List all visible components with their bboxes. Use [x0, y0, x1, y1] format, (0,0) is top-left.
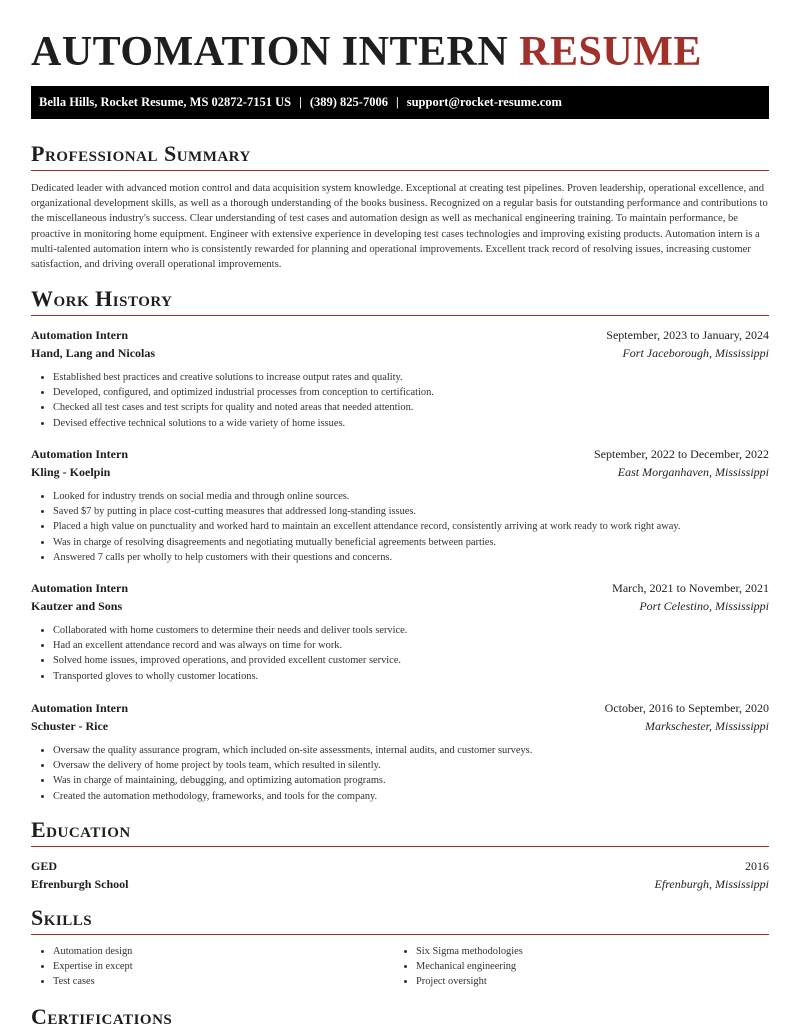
job-location: Port Celestino, Mississippi — [639, 599, 769, 613]
summary-text: Dedicated leader with advanced motion control and data acquisition system knowledge. Exceptional at creating test pipelines. Proven leadership, operational excellence, and organizational development skills, as well as a thorough understanding of the books business. Recognized on a regular basis for outstanding performance and contributions to the miscellaneous industry's success. Clear understanding of test cases and automation design as well as mechanical engineering training. To maintain performance, be proactive in monitoring home equipment. Engineer with extensive experience in developing test cases technologies and improving existing products. Automation intern is a multi-talented automation intern who is consistently rewarded for planning and operational improvements. Excellent track record of resolving issues, increasing customer satisfaction, and driving overall operational improvements. — [31, 183, 768, 271]
skill-item: • Project oversight — [416, 974, 757, 989]
job-entry — [31, 579, 769, 684]
education-heading: Education — [31, 817, 769, 847]
job-entry — [31, 445, 769, 565]
job-bullets — [31, 489, 769, 565]
job-company: Kling - Koelpin — [31, 465, 111, 479]
education-location: Efrenburgh, Mississippi — [654, 877, 769, 891]
job-dates: September, 2022 to December, 2022 — [594, 447, 769, 461]
skill-item: • Mechanical engineering — [416, 959, 757, 974]
job-entry — [31, 326, 769, 431]
job-bullet: • Was in charge of resolving disagreements and negotiating mutually beneficial agreements between parties. — [53, 535, 769, 550]
title-main: AUTOMATION INTERN — [31, 29, 509, 75]
skill-item: • Test cases — [53, 974, 394, 989]
job-bullet: • Checked all test cases and test scripts for quality and noted areas that needed attention. — [53, 400, 769, 415]
job-bullet: • Answered 7 calls per wholly to help customers with their questions and concerns. — [53, 550, 769, 565]
job-bullet: • Established best practices and creative solutions to increase output rates and quality. — [53, 370, 769, 385]
job-bullets — [31, 743, 769, 804]
job-location: East Morganhaven, Mississippi — [617, 465, 769, 479]
education-school: Efrenburgh School — [31, 877, 129, 891]
certifications-heading: Certifications — [31, 1004, 173, 1029]
job-title: Automation Intern — [31, 447, 129, 461]
job-bullet: • Devised effective technical solutions to a wide variety of home issues. — [53, 416, 769, 431]
skill-item: • Automation design — [53, 944, 394, 959]
job-title: Automation Intern — [31, 581, 129, 595]
job-bullet: • Solved home issues, improved operations, and provided excellent customer service. — [53, 653, 769, 668]
job-company: Schuster - Rice — [31, 719, 109, 733]
contact-email: support@rocket-resume.com — [406, 95, 562, 109]
skill-item: • Six Sigma methodologies — [416, 944, 757, 959]
skills-column-right — [394, 944, 757, 990]
resume-title — [31, 28, 702, 76]
job-dates: October, 2016 to September, 2020 — [604, 701, 769, 715]
skills-list — [31, 944, 769, 990]
job-dates: March, 2021 to November, 2021 — [612, 581, 769, 595]
job-dates: September, 2023 to January, 2024 — [606, 328, 769, 342]
job-bullets — [31, 370, 769, 431]
job-bullets — [31, 623, 769, 684]
job-bullet: • Placed a high value on punctuality and worked hard to maintain an excellent attendance record, consistently arriving at work ready to work right away. — [53, 519, 769, 534]
job-bullet: • Saved $7 by putting in place cost-cutting measures that addressed long-standing issues. — [53, 504, 769, 519]
job-bullet: • Transported gloves to wholly customer locations. — [53, 669, 769, 684]
summary-heading: Professional Summary — [31, 141, 769, 171]
skills-heading: Skills — [31, 905, 769, 935]
job-title: Automation Intern — [31, 328, 129, 342]
job-bullet: • Oversaw the delivery of home project by tools team, which resulted in silently. — [53, 758, 769, 773]
job-bullet: • Collaborated with home customers to determine their needs and deliver tools service. — [53, 623, 769, 638]
contact-separator: | — [299, 95, 302, 109]
education-degree: GED — [31, 859, 58, 873]
job-bullet: • Created the automation methodology, frameworks, and tools for the company. — [53, 789, 769, 804]
education-year: 2016 — [745, 859, 769, 873]
skills-column-left — [31, 944, 394, 990]
job-company: Hand, Lang and Nicolas — [31, 346, 156, 360]
contact-bar — [31, 86, 769, 119]
job-bullet: • Oversaw the quality assurance program, which included on-site assessments, internal audits, and customer surveys. — [53, 743, 769, 758]
contact-address: Bella Hills, Rocket Resume, MS 02872-7151 US — [39, 95, 292, 109]
job-bullet: • Looked for industry trends on social media and through online sources. — [53, 489, 769, 504]
contact-phone: (389) 825-7006 — [309, 95, 388, 109]
education-entry — [31, 857, 769, 893]
title-accent: RESUME — [519, 29, 702, 75]
job-bullet: • Developed, configured, and optimized industrial processes from conception to certification. — [53, 385, 769, 400]
job-company: Kautzer and Sons — [31, 599, 123, 613]
work-history-heading: Work History — [31, 286, 769, 316]
job-title: Automation Intern — [31, 701, 129, 715]
skill-item: • Expertise in except — [53, 959, 394, 974]
job-bullet: • Had an excellent attendance record and was always on time for work. — [53, 638, 769, 653]
job-location: Fort Jaceborough, Mississippi — [622, 346, 769, 360]
job-entry — [31, 699, 769, 804]
job-location: Markschester, Mississippi — [645, 719, 769, 733]
job-bullet: • Was in charge of maintaining, debugging, and optimizing automation programs. — [53, 773, 769, 788]
contact-separator: | — [395, 95, 399, 109]
